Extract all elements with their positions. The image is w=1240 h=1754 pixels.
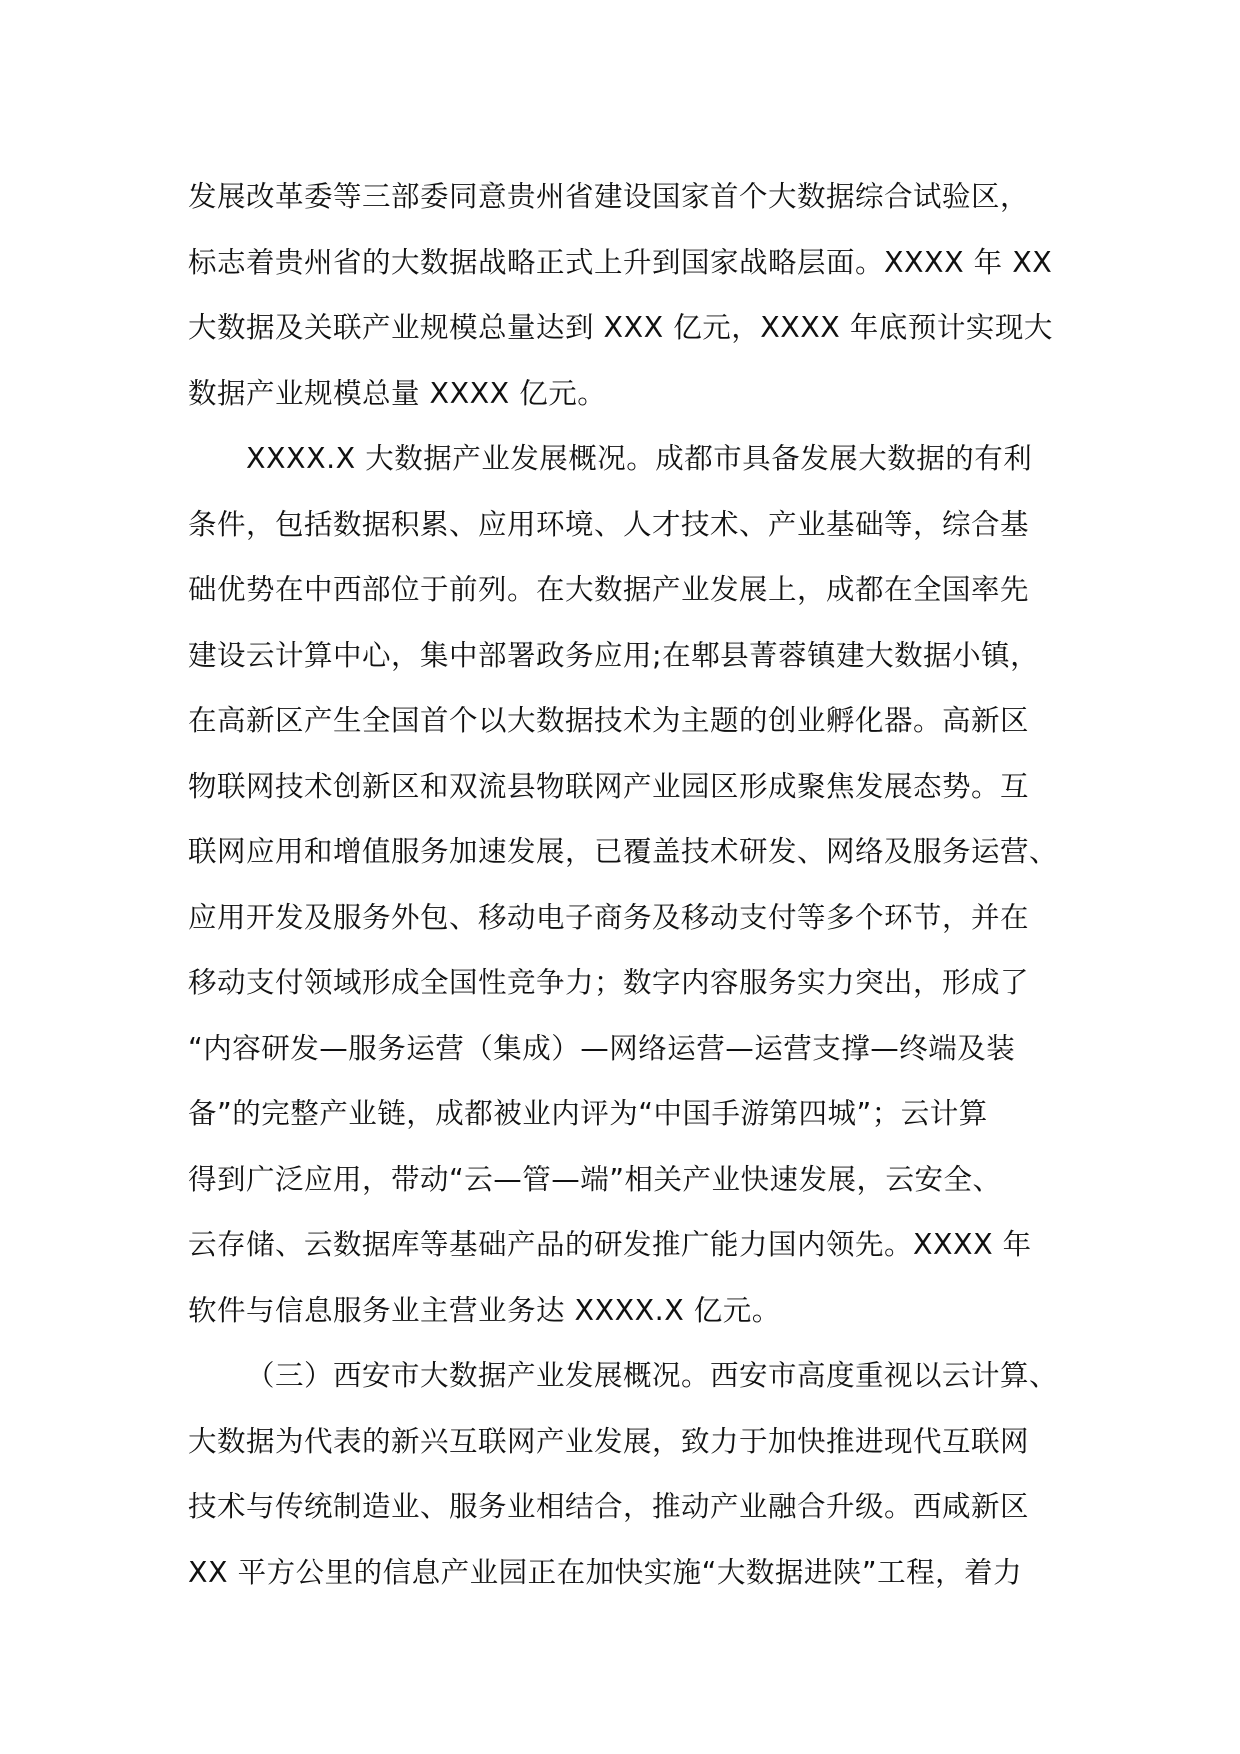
text-line: 建设云计算中心，集中部署政务应用;在郫县菁蓉镇建大数据小镇，	[188, 638, 1040, 672]
paragraph-xian	[188, 1343, 1068, 1605]
text-line: 物联网技术创新区和双流县物联网产业园区形成聚焦发展态势。互	[188, 769, 1030, 803]
text-line: 应用开发及服务外包、移动电子商务及移动支付等多个环节，并在	[188, 900, 1030, 934]
text-line: 数据产业规模总量 XXXX 亿元。	[188, 376, 607, 410]
text-line: 得到广泛应用，带动“云—管—端”相关产业快速发展，云安全、	[188, 1162, 1002, 1196]
text-line: 发展改革委等三部委同意贵州省建设国家首个大数据综合试验区，	[188, 180, 1030, 213]
text-line: 备”的完整产业链，成都被业内评为“中国手游第四城”；云计算	[188, 1097, 988, 1130]
text-line: 联网应用和增值服务加速发展，已覆盖技术研发、网络及服务运营、	[188, 835, 1059, 868]
text-line: 大数据为代表的新兴互联网产业发展，致力于加快推进现代互联网	[188, 1424, 1030, 1458]
text-line: 移动支付领域形成全国性竞争力；数字内容服务实力突出，形成了	[188, 966, 1030, 999]
text-line: 标志着贵州省的大数据战略正式上升到国家战略层面。XXXX 年 XX	[188, 245, 1053, 279]
paragraph-guizhou	[188, 164, 1068, 426]
paragraph-chengdu	[188, 426, 1068, 1343]
text-line: （三）西安市大数据产业发展概况。西安市高度重视以云计算、	[246, 1359, 1059, 1392]
text-line: XXXX.X 大数据产业发展概况。成都市具备发展大数据的有利	[246, 442, 1033, 475]
text-line: 软件与信息服务业主营业务达 XXXX.X 亿元。	[188, 1293, 781, 1327]
text-line: 础优势在中西部位于前列。在大数据产业发展上，成都在全国率先	[188, 573, 1030, 606]
text-line: 大数据及关联产业规模总量达到 XXX 亿元，XXXX 年底预计实现大	[188, 311, 1053, 344]
text-line: 在高新区产生全国首个以大数据技术为主题的创业孵化器。高新区	[188, 704, 1030, 737]
text-line: XX 平方公里的信息产业园正在加快实施“大数据进陕”工程，着力	[188, 1555, 1023, 1589]
text-line: 条件，包括数据积累、应用环境、人才技术、产业基础等，综合基	[188, 507, 1030, 541]
text-line: 技术与传统制造业、服务业相结合，推动产业融合升级。西咸新区	[188, 1490, 1030, 1523]
body-text	[188, 164, 1068, 1605]
text-line: “内容研发—服务运营（集成）—网络运营—运营支撑—终端及装	[188, 1031, 1016, 1065]
text-line: 云存储、云数据库等基础产品的研发推广能力国内领先。XXXX 年	[188, 1228, 1032, 1261]
